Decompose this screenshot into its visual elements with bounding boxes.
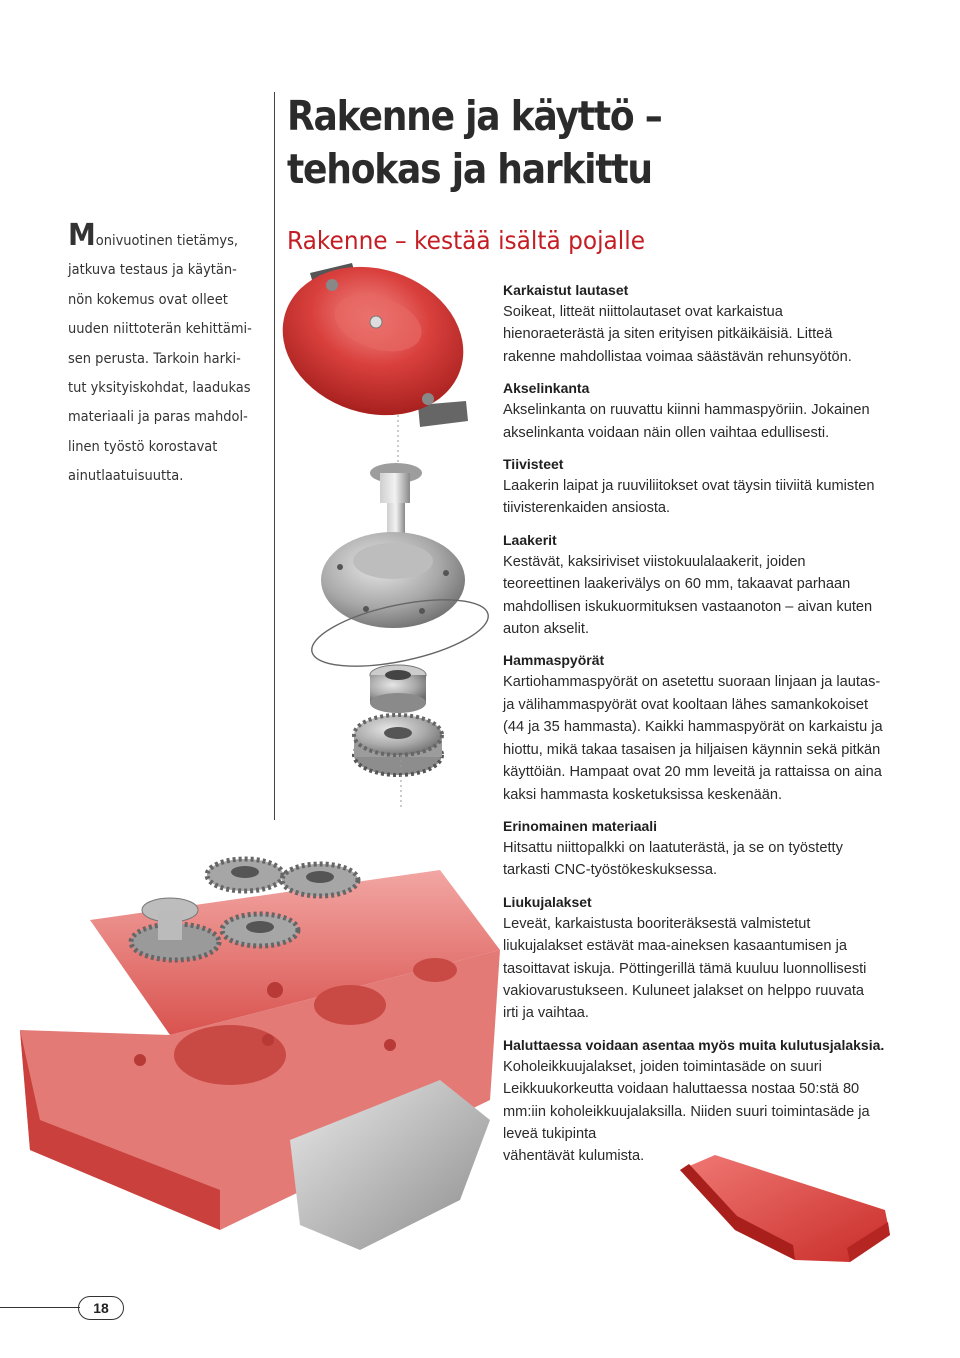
section-tiivisteet [503, 454, 933, 520]
section-karkaistut-lautaset [503, 280, 933, 368]
section-heading: Karkaistut lautaset [503, 282, 629, 298]
section-heading: Liukujalakset [503, 893, 592, 910]
section-muut-kulutusjalakset [503, 1035, 933, 1168]
drop-cap: M [68, 218, 96, 253]
cutter-bar-illustration [20, 830, 500, 1265]
bearing [370, 665, 426, 713]
section-body: Kartiohammaspyörät on asetettu suoraan linjaan ja lautas- ja välihammaspyörät ovat kooltaan lähes samankokoiset (44 ja 35 hammasta). Kaikki hammaspyörät on karkaistu ja hiottu, mikä takaa tasaisen ja hiljaisen käynnin sekä pitkän käyttöiän. Hampaat ovat 20 mm leveitä ja rattaissa on aina kaksi hammasta kosketuksissa keskenään. [503, 674, 883, 803]
page-number-rule [0, 1307, 80, 1308]
section-body: Akselinkanta on ruuvattu kiinni hammaspyöriin. Jokainen akselinkanta voidaan näin ollen vaihtaa edullisesti. [503, 402, 870, 441]
section-body: Kestävät, kaksiriviset viistokuulalaakerit, joiden teoreettinen laakerivälys on 60 mm, takaavat parhaan mahdollisen iskukuormituksen vastaanoton – aivan kuten auton akselit. [503, 553, 873, 638]
section-heading: Tiivisteet [503, 456, 564, 473]
section-heading: Akselinkanta [503, 380, 590, 397]
shaft-hub [321, 463, 465, 628]
section-akselinkanta [503, 378, 933, 444]
section-heading: Hammaspyörät [503, 652, 605, 669]
intro-text: Monivuotinen tietämys, jatkuva testaus ja käytän- nön kokemus ovat olleet uuden niittoterän kehittämi- sen perusta. Tarkoin harki- tut yksityiskohdat, laadukas materiaali ja paras mahdol- linen työstö korostavat ainutlaatuisuutta. [68, 218, 252, 485]
section-laakerit [503, 530, 933, 641]
section-heading: Laakerit [503, 531, 557, 548]
section-body: Soikeat, litteät niittolautaset ovat karkaistua hienoraeterästä ja siten erityisen pitkäikäisiä. Litteä rakenne mahdollistaa voimaa säästävän rehunsyötön. [503, 304, 852, 365]
section-body: Koholeikkuujalakset, joiden toimintasäde on suuri Leikkuukorkeutta voidaan haluttaessa nostaa 50:stä 80 mm:iin koholeikkuujalaksilla. Niiden suuri toimintasäde ja leveä tukipinta vähentävät kulumista. [503, 1058, 870, 1165]
exploded-assembly-illustration [270, 255, 505, 810]
section-subtitle: Rakenne – kestää isältä pojalle [287, 226, 646, 255]
gear-wheel [354, 715, 442, 775]
section-body: Laakerin laipat ja ruuviliitokset ovat täysin tiiviitä kumisten tiivisterenkaiden ansiosta. [503, 478, 875, 517]
cutter-disc [270, 255, 483, 438]
section-hammaspyorat [503, 650, 933, 805]
section-erinomainen-materiaali [503, 816, 933, 882]
section-liukujalakset [503, 892, 933, 1025]
high-cut-skid-illustration [675, 1150, 895, 1270]
section-heading: Erinomainen materiaali [503, 817, 658, 834]
feature-list [503, 280, 933, 1178]
page-title: Rakenne ja käyttö – tehokas ja harkittu [287, 92, 662, 193]
page-number: 18 [78, 1296, 124, 1320]
section-body: Leveät, karkaistusta booriteräksestä valmistetut liukujalakset estävät maa-aineksen kasaantumisen ja tasoittavat iskuja. Pöttingerillä tämä kuuluu luonnollisesti vakiovarustukseen. Kuluneet jalakset on helppo ruuvata irti ja vaihtaa. [503, 915, 867, 1022]
section-heading: Haluttaessa voidaan asentaa myös muita kulutusjalaksia. [503, 1036, 885, 1053]
section-body: Hitsattu niittopalkki on laatuterästä, ja se on työstetty tarkasti CNC-työstökeskuksessa. [503, 839, 843, 879]
